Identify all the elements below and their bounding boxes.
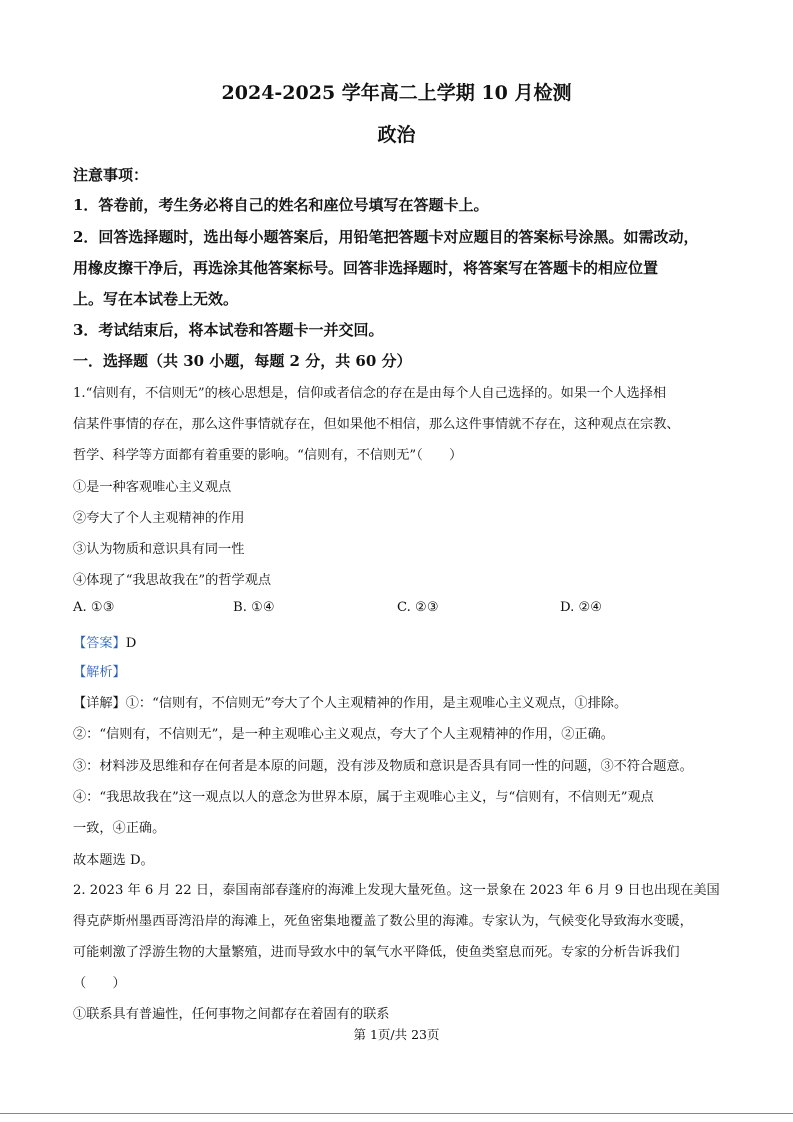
q1-detail-line: ③：材料涉及思维和存在何者是本原的问题，没有涉及物质和意识是否具有同一性的问题，③不符合题意。 [73, 759, 693, 774]
q1-stem-line: 信某件事情的存在，那么这件事情就存在，但如果他不相信，那么这件事情就不存在，这种观点在宗教、 [73, 417, 680, 432]
exam-title: 2024-2025 学年高二上学期 10 月检测 [221, 82, 572, 104]
q1-detail-line: 一致，④正确。 [73, 821, 166, 836]
q2-stem-line: （ ） [73, 976, 126, 991]
q2-stem-line: 2. 2023 年 6 月 22 日，泰国南部春蓬府的海滩上发现大量死鱼。这一景象在 2023 年 6 月 9 日也出现在美国 [73, 883, 720, 898]
q1-detail-line: ②：“信则有，不信则无”，是一种主观唯心主义观点，夸大了个人主观精神的作用，②正确。 [73, 727, 614, 742]
notice-item: 上。写在本试卷上无效。 [73, 290, 239, 308]
section-heading: 一．选择题（共 30 小题，每题 2 分，共 60 分） [73, 352, 412, 370]
notice-item: 2．回答选择题时，选出每小题答案后，用铅笔把答题卡对应题目的答案标号涂黑。如需改动， [73, 228, 699, 246]
q1-option-d: D. ②④ [560, 600, 603, 615]
q1-option-a: A. ①③ [73, 600, 115, 615]
notice-item: 3．考试结束后，将本试卷和答题卡一并交回。 [73, 321, 384, 339]
exam-subject: 政治 [377, 124, 416, 146]
page-divider [0, 1113, 793, 1114]
q1-option-c: C. ②③ [397, 600, 439, 615]
q1-stem-line: 哲学、科学等方面都有着重要的影响。“信则有，不信则无”（ ） [73, 448, 463, 463]
detail-label: 【详解】 [73, 696, 126, 711]
q1-statement: ④体现了“我思故我在”的哲学观点 [73, 573, 272, 588]
notice-heading: 注意事项： [73, 166, 149, 184]
q1-detail-line: ④：“我思故我在”这一观点以人的意念为世界本原，属于主观唯心主义，与“信则有，不信则无”观点 [73, 790, 654, 805]
q1-statement: ①是一种客观唯心主义观点 [73, 480, 232, 495]
q1-answer [73, 632, 136, 651]
answer-label: 【答案】 [73, 636, 126, 651]
q1-stem-line: 1.“信则有，不信则无”的核心思想是，信仰或者信念的存在是由每个人自己选择的。如果一个人选择相 [73, 386, 667, 401]
q1-conclusion: 故本题选 D。 [73, 853, 154, 868]
analysis-label: 【解析】 [73, 665, 126, 680]
q2-statement: ①联系具有普遍性，任何事物之间都存在着固有的联系 [73, 1007, 390, 1022]
q1-option-b: B. ①④ [233, 600, 275, 615]
q1-statement: ②夸大了个人主观精神的作用 [73, 511, 245, 526]
page-number: 第 1页/共 23页 [353, 1027, 440, 1042]
q2-stem-line: 得克萨斯州墨西哥湾沿岸的海滩上，死鱼密集地覆盖了数公里的海滩。专家认为，气候变化导致海水变暖， [73, 914, 693, 929]
q1-statement: ③认为物质和意识具有同一性 [73, 542, 245, 557]
q1-detail-line [73, 692, 627, 711]
answer-value: D [125, 636, 137, 651]
notice-item: 1．答卷前，考生务必将自己的姓名和座位号填写在答题卡上。 [73, 196, 489, 214]
notice-item: 用橡皮擦干净后，再选涂其他答案标号。回答非选择题时，将答案写在答题卡的相应位置 [73, 259, 659, 277]
detail-text: ①：“信则有，不信则无”夸大了个人主观精神的作用，是主观唯心主义观点，①排除。 [125, 696, 628, 711]
q2-stem-line: 可能刺激了浮游生物的大量繁殖，进而导致水中的氧气水平降低，使鱼类窒息而死。专家的分析告诉我们 [73, 945, 680, 960]
